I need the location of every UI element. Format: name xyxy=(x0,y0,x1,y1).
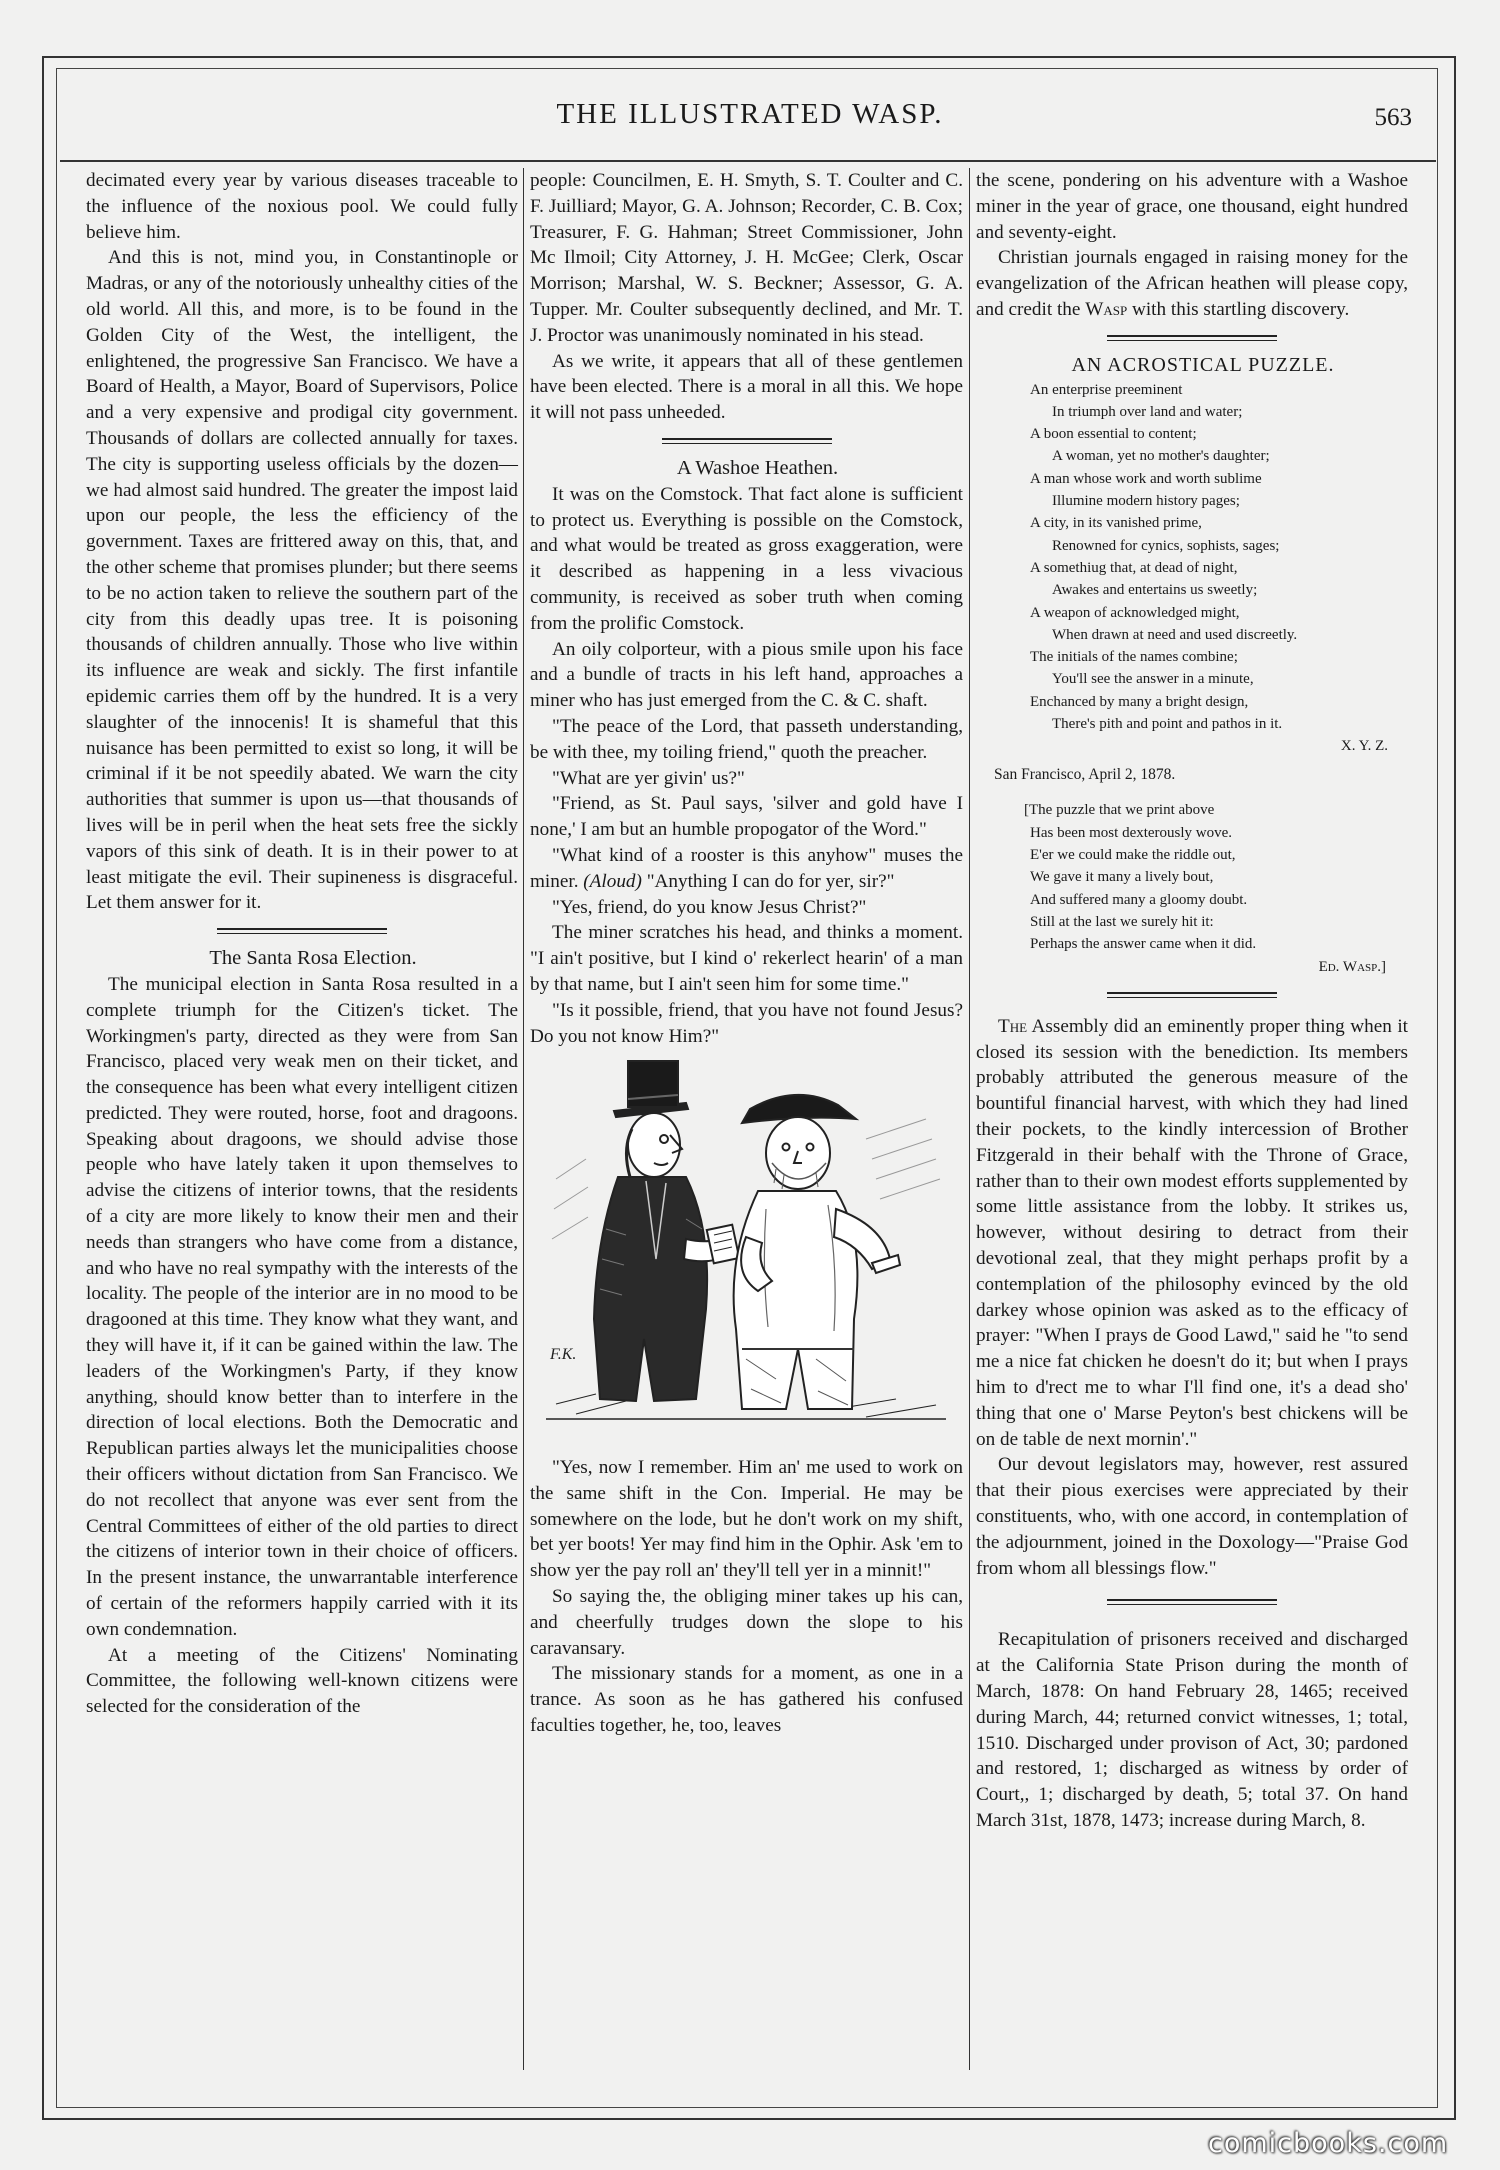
col3-paragraph-1: the scene, pondering on his adventure with a Washoe miner in the year of grace, one thousand, eight hundred and seventy-eight. xyxy=(976,170,1408,243)
poem-line: In triumph over land and water; xyxy=(1052,403,1243,420)
editor-note-signature-wrap xyxy=(976,956,1408,978)
poem-line: Enchanced by many a bright design, xyxy=(1030,693,1249,710)
poem-line: A city, in its vanished prime, xyxy=(1030,515,1202,532)
col2-paragraph-9: "Yes, friend, do you know Jesus Christ?" xyxy=(552,896,867,918)
section-separator xyxy=(662,438,832,444)
col3-paragraph-4: Our devout legislators may, however, rest assured that their pious exercises were appreciated by their constituents, who, with one accord, in contemplation of the adjournment, joined in the Doxology—"Praise God from whom all blessings flow." xyxy=(976,1454,1408,1579)
note-line: Still at the last we surely hit it: xyxy=(1030,913,1214,930)
col2-paragraph-14: The missionary stands for a moment, as one in a trance. As soon as he has gathered his confused faculties together, he, too, leaves xyxy=(530,1663,963,1737)
col2-paragraph-10: The miner scratches his head, and thinks a moment. "I ain't positive, but I kind o' rekerlect hearin' of a man by that name, but I ain't seen him for some time." xyxy=(530,922,963,995)
poem-line: A somethiug that, at dead of night, xyxy=(1030,559,1238,576)
wasp-name: Wasp xyxy=(1085,298,1128,320)
col2-paragraph-6: "What are yer givin' us?" xyxy=(552,767,745,789)
poem-line: A woman, yet no mother's daughter; xyxy=(1052,448,1270,465)
watermark: comicbooks.com xyxy=(1208,2128,1449,2159)
col1-paragraph-2: And this is not, mind you, in Constantinople or Madras, or any of the notoriously unhealthy cities of the old world. All this, and more, is to be found in the Golden City of the West, the intelligent, the enlightened, the progressive San Francisco. We have a Board of Health, a Mayor, Board of Supervisors, Police and a very expensive and prodigal city government. Thousands of dollars are collected annually for taxes. The city is supporting useless officials by the dozen—we had almost said hundred. The greater the impost laid upon our people, the less the efficiency of the government. Taxes are frittered away on this, that, and the other scheme that promises plunder; but there seems to be no action taken to relieve the southern part of the city from this deadly upas tree. It is poisoning thousands of children annually. Those who live within its influence are weak and sickly. The first infantile epidemic carries them off by the hundred. It is a very slaughter of the innocenis! It is shameful that this nuisance has been permitted to exist so long, it will be criminal if it be not speedily abated. We warn the city authorities that summer is upon us—that thousands of lives will be in peril when the heat sets free the sickly vapors of this sink of death. It is in their power to at least mitigate the evil. Their supineness is disgraceful. Let them answer for it. xyxy=(86,247,518,914)
miner-muses: "What kind of a rooster is this anyhow" muses the miner. xyxy=(530,844,963,892)
col2-paragraph-2: As we write, it appears that all of these gentlemen have been elected. There is a moral in all this. We hope it will not pass unheeded. xyxy=(530,350,963,424)
illustration-signature: F.K. xyxy=(550,1346,577,1364)
poem-line: Illumine modern history pages; xyxy=(1052,493,1240,510)
note-line: And suffered many a gloomy doubt. xyxy=(1030,891,1248,908)
col1-paragraph-3: The municipal election in Santa Rosa resulted in a complete triumph for the Citizen's ticket. The Workingmen's party, directed as they were from San Francisco, placed very weak men on their ticket, and the consequence has been what every intelligent citizen predicted. They were routed, horse, foot and dragoons. Speaking about dragoons, we should advise those people who have lately taken it upon themselves to advise the citizens of interior towns, that the residents of a city are more likely to know their men and their needs than strangers who have come from a distance, and who have no real sympathy with the interests of the locality. The people of the interior are in no mood to be dragooned at this time. They know what they want, and they will have it, if it can be gained within the law. The leaders of the Workingmen's Party, if they know anything, should know better than to interfere in the direction of local elections. Both the Democratic and Republican parties always let the municipalities choose their officers without dictation from San Francisco. We do not recollect that anyone was ever sent from the Central Committees of either of the old parties to direct the citizens of interior town in their choice of officers. In the present instance, the unwarrantable interference of certain of the reformers happily carried with it its own condemnation. xyxy=(86,973,518,1640)
poem-signature: X. Y. Z. xyxy=(1340,738,1388,755)
note-line: Perhaps the answer came when it did. xyxy=(1030,936,1257,953)
col2-paragraph-12: "Yes, now I remember. Him an' me used to work on the same shift in the Con. Imperial. He may be somewhere on the lode, but he don't work on my shift, bet yer boots! Yer may find him in the Ophir. Ask 'em to show yer the pay roll an' they'll tell yer in a minnit!" xyxy=(530,1457,963,1582)
col2-paragraph-7: "Friend, as St. Paul says, 'silver and gold have I none,' I am but an humble propogator of the Word." xyxy=(530,793,963,841)
poem-line: A man whose work and worth sublime xyxy=(1030,470,1262,487)
col2-paragraph-13: So saying the, the obliging miner takes up his can, and cheerfully trudges down the slope to his caravansary. xyxy=(530,1586,963,1659)
editor-note-signature: Ed. Wasp.] xyxy=(1318,958,1386,975)
section-separator xyxy=(1107,992,1277,998)
column-3 xyxy=(976,168,1408,1834)
poem-line: When drawn at need and used discreetly. xyxy=(1052,626,1298,643)
santa-rosa-title: The Santa Rosa Election. xyxy=(209,947,417,970)
col2-paragraph-11: "Is it possible, friend, that you have not found Jesus? Do you not know Him?" xyxy=(530,999,963,1047)
poem-line: Awakes and entertains us sweetly; xyxy=(1052,582,1258,599)
acrostical-puzzle-title: AN ACROSTICAL PUZZLE. xyxy=(1071,353,1335,376)
the-lead-word: The xyxy=(998,1015,1028,1037)
poem-signature-wrap xyxy=(976,735,1408,757)
poem-line: A weapon of acknowledged might, xyxy=(1030,604,1240,621)
page-number: 563 xyxy=(1374,104,1412,131)
column-divider-2 xyxy=(969,168,970,2070)
section-separator xyxy=(217,928,387,934)
poem-line: A boon essential to content; xyxy=(1030,426,1197,443)
miner-question: "Anything I can do for yer, sir?" xyxy=(646,870,895,892)
note-line: E'er we could make the riddle out, xyxy=(1030,847,1236,864)
aloud-aside: (Aloud) xyxy=(583,870,642,892)
col3-paragraph-2-end: with this startling discovery. xyxy=(1131,298,1350,320)
col2-paragraph-8 xyxy=(530,843,963,895)
col1-paragraph-4: At a meeting of the Citizens' Nominating Committee, the following well-known citizens were selected for the consideration of the xyxy=(86,1644,518,1718)
col2-paragraph-3: It was on the Comstock. That fact alone is sufficient to protect us. Everything is possible on the Comstock, and what would be treated as gross exaggeration, were it described as happening in a less vivacious community, is received as sober truth when coming from the prolific Comstock. xyxy=(530,483,963,634)
col1-paragraph-1: decimated every year by various diseases traceable to the influence of the noxious pool. We could fully believe him. xyxy=(86,170,518,243)
running-head: THE ILLUSTRATED WASP. xyxy=(556,98,944,130)
col3-paragraph-2 xyxy=(976,245,1408,322)
col3-paragraph-2-text: Christian journals engaged in raising money for the evangelization of the African heathen will please copy, and credit the xyxy=(976,247,1408,320)
acrostic-poem xyxy=(976,379,1408,736)
dateline: San Francisco, April 2, 1878. xyxy=(994,765,1176,783)
note-line: We gave it many a lively bout, xyxy=(1030,869,1214,886)
column-1 xyxy=(86,168,518,1720)
column-divider-1 xyxy=(523,168,524,2070)
preacher-and-miner-illustration xyxy=(536,1059,956,1439)
col2-paragraph-1: people: Councilmen, E. H. Smyth, S. T. Coulter and C. F. Juilliard; Mayor, G. A. Johnson; Recorder, C. B. Cox; Treasurer, F. G. Hahman; Street Commissioner, John Mc Ilmoil; City Attorney, J. H. McGee; Clerk, Oscar Morrison; Marshal, W. S. Beckner; Assessor, G. A. Tupper. Mr. Coulter subsequently declined, and Mr. T. J. Proctor was unanimously nominated in his stead. xyxy=(530,170,963,346)
editor-note xyxy=(976,799,1408,955)
poem-line: The initials of the names combine; xyxy=(1030,649,1238,666)
poem-line: There's pith and point and pathos in it. xyxy=(1052,716,1283,733)
note-line: Has been most dexterously wove. xyxy=(1030,824,1233,841)
section-separator xyxy=(1107,335,1277,341)
column-2 xyxy=(530,168,963,1739)
poem-line: An enterprise preeminent xyxy=(1030,381,1183,398)
col3-paragraph-5: Recapitulation of prisoners received and discharged at the California State Prison during the month of March, 1878: On hand February 28, 1465; received during March, 44; returned convict witnesses, 1; total, 1510. Discharged under provison of Act, 30; pardoned and restored, 1; discharged as witness by order of Court,, 1; discharged by death, 5; total 37. On hand March 31st, 1878, 1473; increase during March, 8. xyxy=(976,1629,1408,1831)
col2-paragraph-5: "The peace of the Lord, that passeth understanding, be with thee, my toiling friend," quoth the preacher. xyxy=(530,715,963,763)
poem-line: You'll see the answer in a minute, xyxy=(1052,671,1254,688)
col2-paragraph-4: An oily colporteur, with a pious smile upon his face and a bundle of tracts in his left hand, approaches a miner who has just emerged from the C. & C. shaft. xyxy=(530,638,963,712)
note-line: [The puzzle that we print above xyxy=(1024,802,1215,819)
header-rule xyxy=(60,160,1436,162)
col3-paragraph-3 xyxy=(976,1014,1408,1453)
poem-line: Renowned for cynics, sophists, sages; xyxy=(1052,537,1280,554)
section-separator xyxy=(1107,1599,1277,1605)
washoe-heathen-title: A Washoe Heathen. xyxy=(676,456,839,479)
assembly-text: Assembly did an eminently proper thing when it closed its session with the benediction. Its members probably attributed the generous measure of the bountiful financial harvest, with which they had lined their pockets, to the kindly intercession of Brother Fitzgerald in their behalf with the Throne of Grace, rather than to their own modest efforts supplemented by some little assistance from the lobby. It strikes us, however, without desiring to detract from their devotional zeal, that they might perhaps profit by a contemplation of the philosophy evinced by the old darkey whose opinion was asked as to the efficacy of prayer: "When I prays de Good Lawd," said he "to send me a nice fat chicken he doesn't do it; but when I prays him to d'rect me to whar I'll find one, it's a dead sho' thing that one o' Marse Peyton's best chickens will be on de table de next mornin'." xyxy=(976,1015,1408,1450)
